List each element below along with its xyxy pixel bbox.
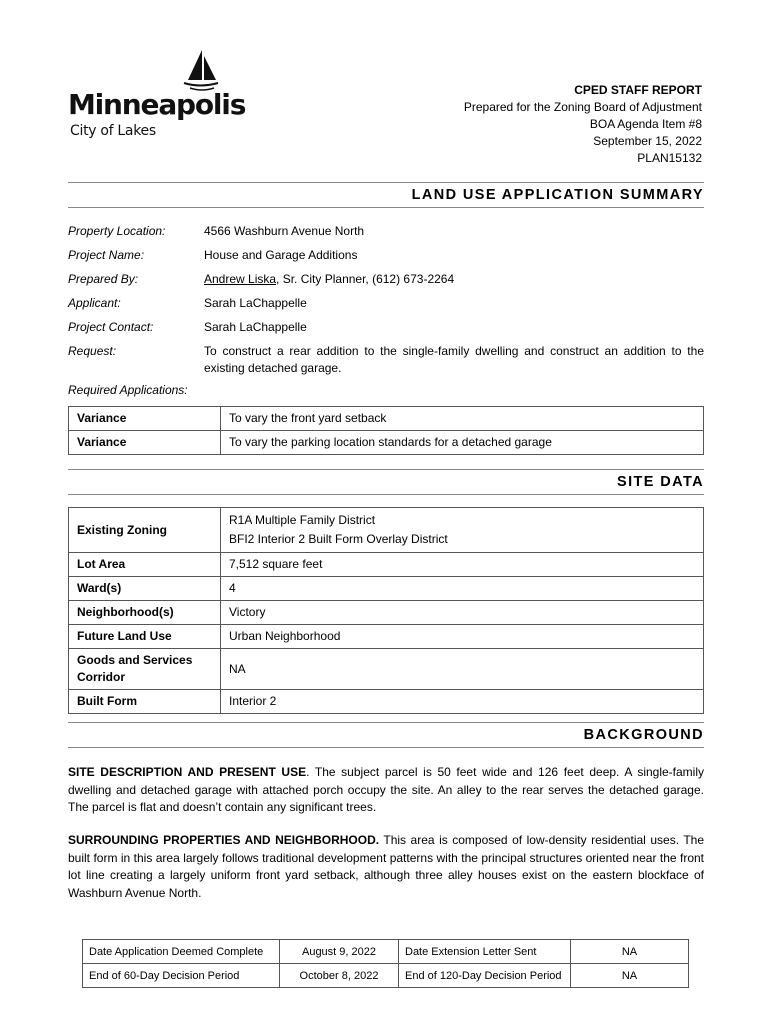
table-row	[69, 577, 704, 601]
summary-section-title: LAND USE APPLICATION SUMMARY	[68, 182, 704, 208]
row-value: 4	[221, 577, 704, 601]
site-data-table	[68, 507, 704, 714]
background-section-title: BACKGROUND	[68, 722, 704, 748]
zoning-district: R1A Multiple Family District	[229, 513, 376, 527]
row-label: Lot Area	[69, 553, 221, 577]
row-value	[221, 508, 704, 553]
planner-details: , Sr. City Planner, (612) 673-2264	[276, 272, 455, 286]
date-label: End of 60-Day Decision Period	[83, 964, 280, 988]
property-location-row	[68, 223, 704, 240]
prepared-by-row	[68, 271, 704, 288]
date-value: August 9, 2022	[280, 940, 399, 964]
table-row	[83, 964, 689, 988]
row-label-line: Goods and Services	[77, 653, 193, 667]
overlay-district: BFI2 Interior 2 Built Form Overlay District	[229, 532, 448, 546]
field-label: Applicant:	[68, 296, 121, 310]
site-description-paragraph	[68, 764, 704, 817]
prepared-for: Prepared for the Zoning Board of Adjustment	[463, 100, 702, 114]
application-type: Variance	[69, 407, 221, 431]
field-value: Sarah LaChappelle	[204, 296, 307, 310]
row-value: NA	[221, 649, 704, 690]
applicant-row	[68, 295, 704, 312]
table-row	[69, 553, 704, 577]
report-header	[464, 82, 702, 167]
row-value: Urban Neighborhood	[221, 625, 704, 649]
project-contact-row	[68, 319, 704, 336]
field-value: Sarah LaChappelle	[204, 320, 307, 334]
table-row	[69, 625, 704, 649]
field-label: Required Applications:	[68, 383, 188, 397]
field-label: Project Contact:	[68, 320, 154, 334]
row-value: Interior 2	[221, 690, 704, 714]
report-title: CPED STAFF REPORT	[574, 83, 702, 97]
row-label: Built Form	[69, 690, 221, 714]
project-name-row	[68, 247, 704, 264]
paragraph-heading: SURROUNDING PROPERTIES AND NEIGHBORHOOD.	[68, 833, 380, 847]
required-applications-row	[68, 382, 704, 399]
row-value: Victory	[221, 601, 704, 625]
city-logo	[68, 50, 246, 140]
logo-wordmark: Minneapolis	[68, 88, 246, 121]
application-type: Variance	[69, 431, 221, 455]
date-value: NA	[571, 940, 689, 964]
table-row	[69, 508, 704, 553]
row-label-line: Corridor	[77, 670, 125, 684]
row-label: Future Land Use	[69, 625, 221, 649]
surrounding-paragraph	[68, 832, 704, 902]
site-data-section-title: SITE DATA	[68, 469, 704, 495]
planner-name-link[interactable]: Andrew Liska	[204, 272, 277, 286]
request-row	[68, 343, 704, 377]
table-row	[69, 649, 704, 690]
paragraph-text: This area is composed of low-density residential uses. The built form in this area largely follows traditional development patterns with the principal structures oriented near the front lot line creating a largely uniform front yard setback, although three alley houses exist on the eastern blockface of Washburn Avenue North.	[68, 833, 704, 900]
field-value	[204, 271, 704, 288]
field-label: Property Location:	[68, 224, 166, 238]
dates-table	[82, 939, 689, 988]
row-label: Existing Zoning	[69, 508, 221, 553]
field-label: Prepared By:	[68, 272, 139, 286]
application-desc: To vary the front yard setback	[221, 407, 704, 431]
date-label: Date Application Deemed Complete	[83, 940, 280, 964]
field-value: 4566 Washburn Avenue North	[204, 224, 365, 238]
table-row	[83, 940, 689, 964]
sailboat-icon	[180, 50, 220, 92]
field-value: To construct a rear addition to the single-family dwelling and construct an addition to the existing detached garage.	[204, 344, 704, 375]
field-label: Project Name:	[68, 248, 145, 262]
logo-tagline: City of Lakes	[70, 123, 156, 139]
date-value: October 8, 2022	[280, 964, 399, 988]
date-value: NA	[571, 964, 689, 988]
report-date: September 15, 2022	[593, 134, 702, 148]
table-row	[69, 407, 704, 431]
row-label: Neighborhood(s)	[69, 601, 221, 625]
applications-table	[68, 406, 704, 455]
table-row	[69, 601, 704, 625]
table-row	[69, 690, 704, 714]
paragraph-heading: SITE DESCRIPTION AND PRESENT USE	[68, 765, 307, 779]
row-value: 7,512 square feet	[221, 553, 704, 577]
plan-number: PLAN15132	[637, 151, 702, 165]
field-value: House and Garage Additions	[204, 248, 358, 262]
table-row	[69, 431, 704, 455]
field-label: Request:	[68, 344, 117, 358]
row-label: Ward(s)	[69, 577, 221, 601]
date-label: End of 120-Day Decision Period	[399, 964, 571, 988]
paragraph-text: . The subject parcel is 50 feet wide and 126 feet deep. A single-family dwelling and detached garage with attached porch occupy the site. An alley to the rear serves the detached garage. The parcel is flat and doesn’t contain any significant trees.	[68, 765, 705, 814]
row-label	[69, 649, 221, 690]
summary-fields	[68, 223, 704, 399]
application-desc: To vary the parking location standards for a detached garage	[221, 431, 704, 455]
agenda-item: BOA Agenda Item #8	[589, 117, 702, 131]
date-label: Date Extension Letter Sent	[399, 940, 571, 964]
